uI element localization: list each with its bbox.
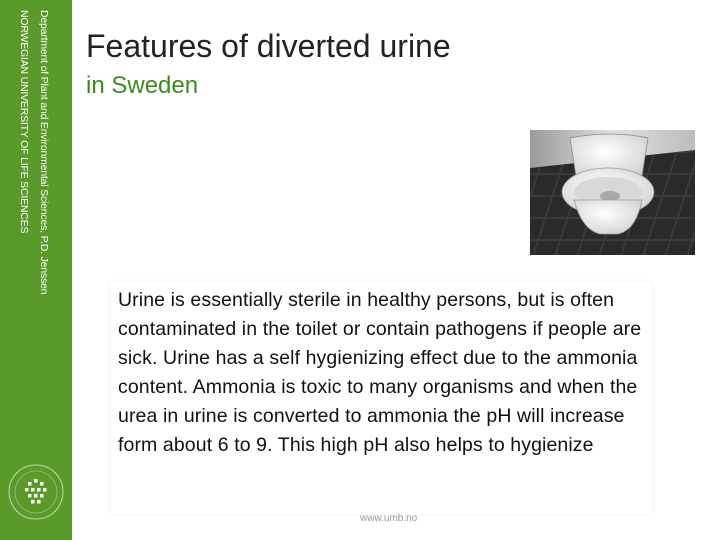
toilet-photo xyxy=(530,130,695,255)
sidebar xyxy=(0,0,72,540)
body-text-box xyxy=(110,282,652,514)
university-logo-icon xyxy=(6,462,66,522)
department-label: Department of Plant and Environmental Sciences, P.D. Jenssen xyxy=(38,10,50,295)
university-label: NORWEGIAN UNIVERSITY OF LIFE SCIENCES xyxy=(18,10,30,234)
slide-title: Features of diverted urine xyxy=(86,28,451,64)
slide-subtitle: in Sweden xyxy=(86,72,199,99)
footer-url[interactable]: www.umb.no xyxy=(360,513,418,524)
body-text: Urine is essentially sterile in healthy persons, but is often contaminated in the toilet or contain pathogens if people are sick. Urine has a self hygienizing effect due to the ammonia content. Ammonia is toxic to many organisms and when the urea in urine is converted to ammonia the pH will increase form about 6 to 9. This high pH also helps to hygienize xyxy=(118,289,642,456)
